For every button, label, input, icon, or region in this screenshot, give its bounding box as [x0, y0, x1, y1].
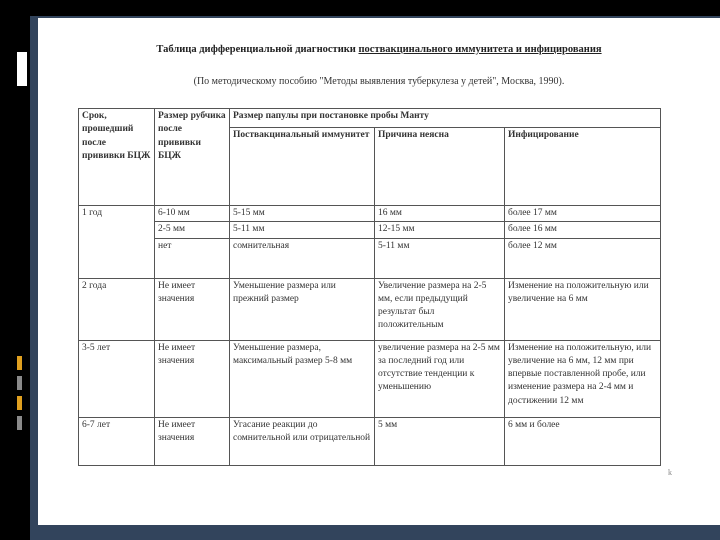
cell-infection: Изменение на положительную, или увеличение на 6 мм, 12 мм при впервые поставленной пробе, или изменение размера на 2-4 мм и достижении 12 мм [505, 340, 661, 417]
cell-infection: Изменение на положительную или увеличение на 6 мм [505, 278, 661, 340]
cell-scar: 2-5 мм [155, 222, 230, 238]
cell-scar: Не имеет значения [155, 278, 230, 340]
cell-scar: нет [155, 238, 230, 278]
header-post: Поствакцинальный иммунитет [230, 128, 375, 206]
header-scar: Размер рубчика после прививки БЦЖ [155, 109, 230, 206]
header-infection: Инфицирование [505, 128, 661, 206]
cell-term: 2 года [79, 278, 155, 340]
decor-square [17, 52, 27, 86]
cell-infection: более 16 мм [505, 222, 661, 238]
diagnostics-table [78, 108, 661, 466]
cell-unclear: 16 мм [375, 206, 505, 222]
cell-term: 3-5 лет [79, 340, 155, 417]
cell-post: 5-15 мм [230, 206, 375, 222]
document-page [38, 18, 720, 525]
cell-scar: 6-10 мм [155, 206, 230, 222]
cell-scar: Не имеет значения [155, 417, 230, 465]
decor-accent [17, 356, 22, 370]
title-text: Таблица дифференциальной диагностики [156, 44, 359, 55]
header-unclear: Причина неясна [375, 128, 505, 206]
cell-scar: Не имеет значения [155, 340, 230, 417]
decor-accent [17, 376, 22, 390]
cell-post: Уменьшение размера или прежний размер [230, 278, 375, 340]
cell-post: 5-11 мм [230, 222, 375, 238]
decor-accent [17, 396, 22, 410]
corner-mark: k [668, 468, 672, 477]
cell-unclear: 5-11 мм [375, 238, 505, 278]
table-subtitle: (По методическому пособию "Методы выявления туберкулеза у детей", Москва, 1990). [193, 76, 565, 87]
cell-unclear: 12-15 мм [375, 222, 505, 238]
cell-infection: более 12 мм [505, 238, 661, 278]
cell-unclear: Увеличение размера на 2-5 мм, если предыдущий результат был положительным [375, 278, 505, 340]
header-term: Срок, прошедший после прививки БЦЖ [79, 109, 155, 206]
header-papule: Размер папулы при постановке пробы Манту [230, 109, 661, 128]
cell-infection: 6 мм и более [505, 417, 661, 465]
cell-unclear: увеличение размера на 2-5 мм за последний год или отсутствие тенденции к уменьшению [375, 340, 505, 417]
cell-post: сомнительная [230, 238, 375, 278]
decor-accent [17, 416, 22, 430]
cell-term: 1 год [79, 206, 155, 279]
cell-infection: более 17 мм [505, 206, 661, 222]
table-title [38, 44, 720, 55]
top-bar [0, 0, 720, 16]
cell-post: Уменьшение размера, максимальный размер 5-8 мм [230, 340, 375, 417]
cell-unclear: 5 мм [375, 417, 505, 465]
cell-term: 6-7 лет [79, 417, 155, 465]
cell-post: Угасание реакции до сомнительной или отрицательной [230, 417, 375, 465]
title-underlined-text: поствакцинального иммунитета и инфицирования [358, 44, 602, 55]
